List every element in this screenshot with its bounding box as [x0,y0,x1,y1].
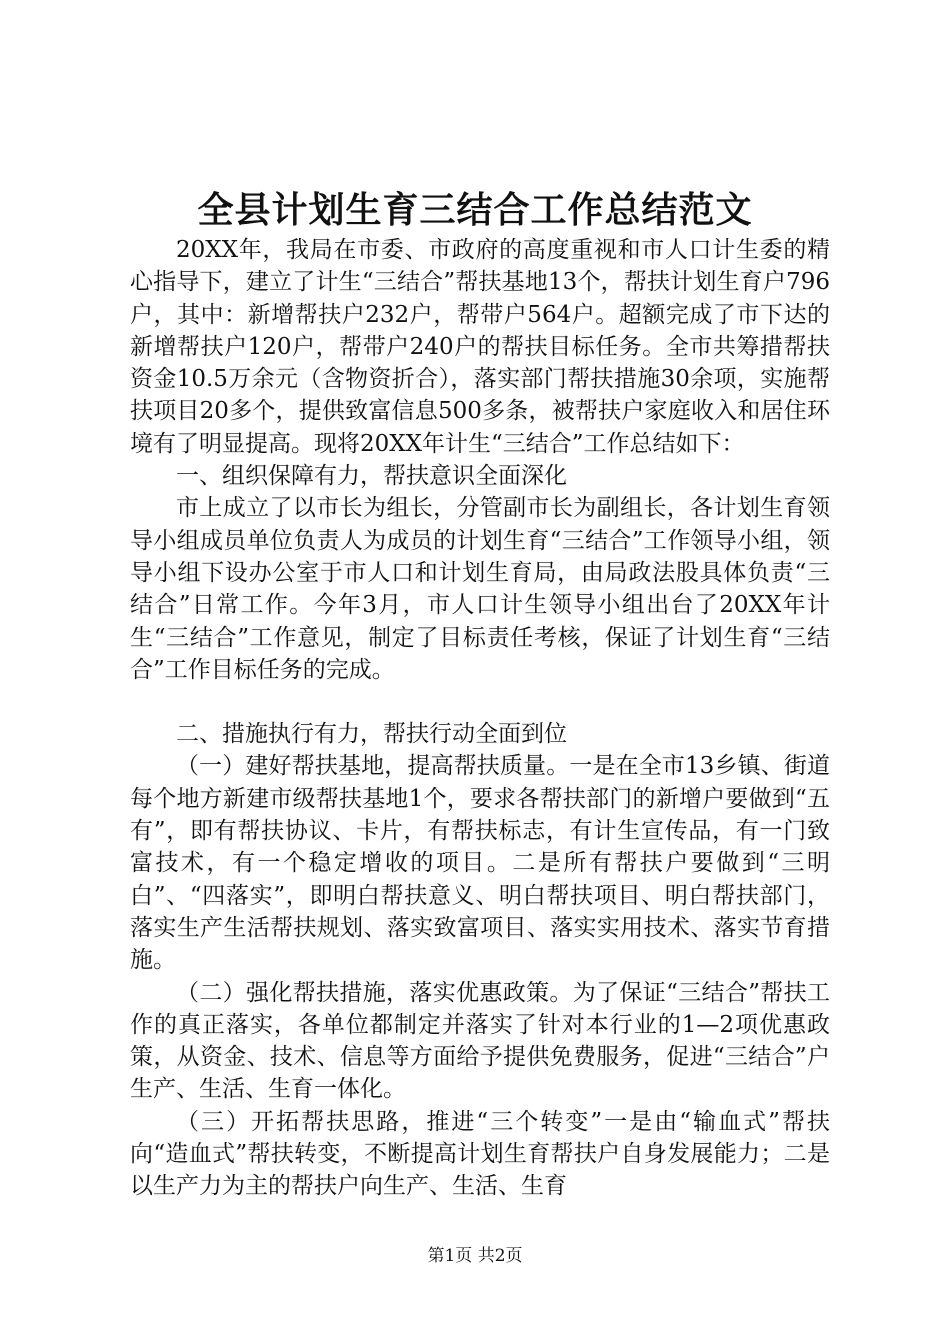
section-2-item-1-paragraph: （一）建好帮扶基地，提高帮扶质量。一是在全市13乡镇、街道每个地方新建市级帮扶基地1个，要求各帮扶部门的新增户要做到“五有”，即有帮扶协议、卡片，有帮扶标志，有计生宣传品，有一门致富技术，有一个稳定增收的项目。二是所有帮扶户要做到“三明白”、“四落实”，即明白帮扶意义、明白帮扶项目、明白帮扶部门，落实生产生活帮扶规划、落实致富项目、落实实用技术、落实节育措施。 [130,753,830,974]
section-heading-2: 二、措施执行有力，帮扶行动全面到位 [176,721,567,748]
section-1-paragraph: 市上成立了以市长为组长，分管副市长为副组长，各计划生育领导小组成员单位负责人为成员的计划生育“三结合”工作领导小组，领导小组下设办公室于市人口和计划生育局，由局政法股具体负责“三结合”日常工作。今年3月，市人口计生领导小组出台了20XX年计生“三结合”工作意见，制定了目标责任考核，保证了计划生育“三结合”工作目标任务的完成。 [130,495,830,683]
section-2-item-2-paragraph: （二）强化帮扶措施，落实优惠政策。为了保证“三结合”帮扶工作的真正落实，各单位都制定并落实了针对本行业的1—2项优惠政策，从资金、技术、信息等方面给予提供免费服务，促进“三结合”户生产、生活、生育一体化。 [130,979,830,1103]
page-number-footer: 第1页 共2页 [427,1246,523,1266]
section-2-item-3-paragraph: （三）开拓帮扶思路，推进“三个转变”一是由“输血式”帮扶向“造血式”帮扶转变，不断提高计划生育帮扶户自身发展能力；二是以生产力为主的帮扶户向生产、生活、生育 [130,1108,830,1200]
intro-paragraph: 20XX年，我局在市委、市政府的高度重视和市人口计生委的精心指导下，建立了计生“三结合”帮扶基地13个，帮扶计划生育户796户，其中：新增帮扶户232户，帮带户564户。超额完成了市下达的新增帮扶户120户，帮带户240户的帮扶目标任务。全市共筹措帮扶资金10.5万余元（含物资折合），落实部门帮扶措施30余项，实施帮扶项目20多个，提供致富信息500多条，被帮扶户家庭收入和居住环境有了明显提高。现将20XX年计生“三结合”工作总结如下： [130,237,830,457]
document-title: 全县计划生育三结合工作总结范文 [197,189,753,231]
section-heading-1: 一、组织保障有力，帮扶意识全面深化 [176,463,567,490]
document-body [130,234,830,1203]
